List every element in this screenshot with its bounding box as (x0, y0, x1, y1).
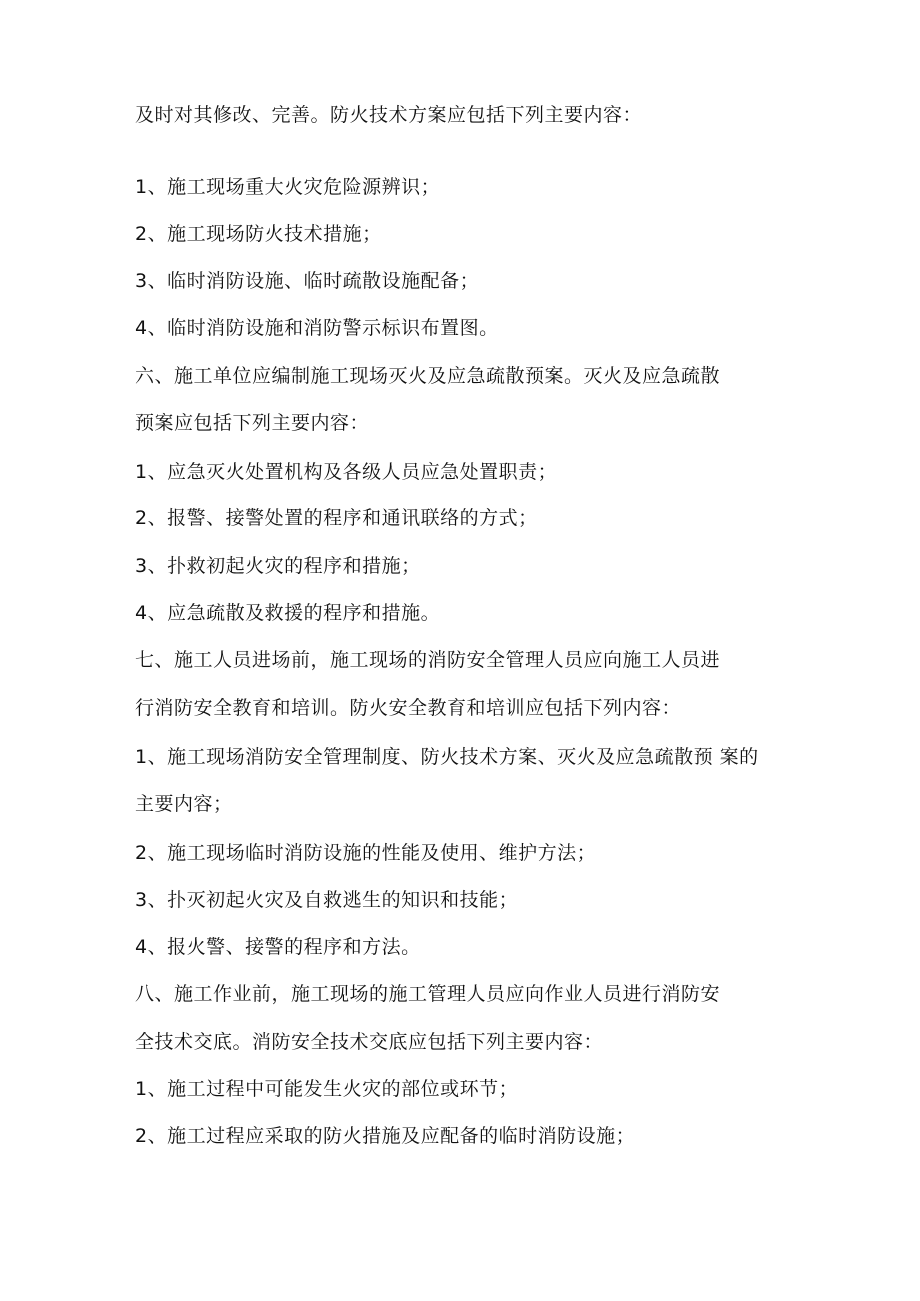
text-line: 全技术交底。消防安全技术交底应包括下列主要内容： (135, 1031, 604, 1053)
text-line: 八、施工作业前，施工现场的施工管理人员应向作业人员进行消防安 (135, 983, 721, 1005)
text-line: 1、施工现场重大火灾危险源辨识； (135, 176, 441, 198)
text-line: 1、施工过程中可能发生火灾的部位或环节； (135, 1078, 519, 1100)
text-line: 1、施工现场消防安全管理制度、防火技术方案、灭火及应急疏散预 案的 (135, 746, 759, 768)
text-line: 七、施工人员进场前，施工现场的消防安全管理人员应向施工人员进 (135, 649, 721, 671)
text-line: 3、扑救初起火灾的程序和措施； (135, 555, 421, 577)
text-line: 2、报警、接警处置的程序和通讯联络的方式； (135, 507, 538, 529)
text-line: 4、应急疏散及救援的程序和措施。 (135, 602, 441, 624)
text-line: 六、施工单位应编制施工现场灭火及应急疏散预案。灭火及应急疏散 (135, 365, 721, 387)
text-line: 1、应急灭火处置机构及各级人员应急处置职责； (135, 461, 558, 483)
text-line: 4、临时消防设施和消防警示标识布置图。 (135, 317, 499, 339)
text-line: 预案应包括下列主要内容： (135, 412, 370, 434)
text-line: 3、临时消防设施、临时疏散设施配备； (135, 270, 480, 292)
text-line: 2、施工现场防火技术措施； (135, 223, 382, 245)
text-line: 3、扑灭初起火灾及自救逃生的知识和技能； (135, 889, 519, 911)
text-line: 4、报火警、接警的程序和方法。 (135, 936, 421, 958)
text-line: 2、施工过程应采取的防火措施及应配备的临时消防设施； (135, 1125, 636, 1147)
text-line: 行消防安全教育和培训。防火安全教育和培训应包括下列内容： (135, 697, 682, 719)
text-line: 2、施工现场临时消防设施的性能及使用、维护方法； (135, 842, 597, 864)
text-line: 及时对其修改、完善。防火技术方案应包括下列主要内容： (135, 104, 643, 126)
text-line: 主要内容； (135, 793, 233, 815)
